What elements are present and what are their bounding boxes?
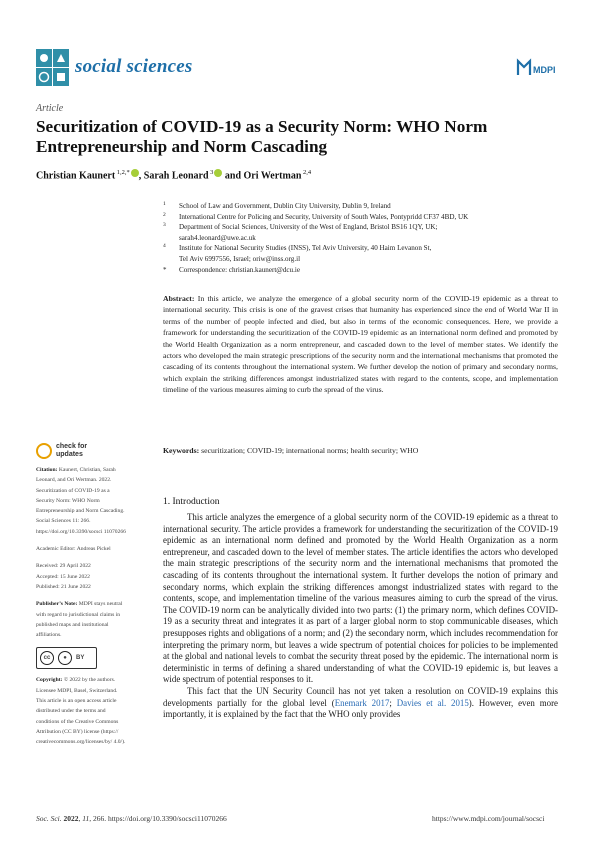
footer-journal-url[interactable]: https://www.mdpi.com/journal/socsci [432, 814, 545, 823]
affiliation-text: Institute for National Security Studies (INSS), Tel Aviv University, 40 Haim Levanon St, [179, 244, 432, 253]
check-updates-line2: updates [56, 451, 83, 458]
footer-volume: 11 [82, 814, 90, 823]
author-name[interactable]: Sarah Leonard [143, 170, 209, 182]
orcid-icon[interactable] [131, 169, 139, 177]
affiliation-item [163, 243, 558, 264]
keywords-label: Keywords: [163, 446, 200, 455]
article-title: Securitization of COVID-19 as a Security Norm: WHO Norm Entrepreneurship and Norm Cascading [36, 117, 488, 156]
affiliation-item [163, 222, 558, 243]
publisher-note-label: Publisher’s Note: [36, 601, 78, 608]
correspondence-text[interactable]: Correspondence: christian.kaunert@dcu.ie [179, 265, 300, 274]
publisher-note [36, 599, 128, 640]
footer-citation: Soc. Sci. 2022, 11, 266. https://doi.org/10.3390/socsci11070266 [36, 814, 227, 823]
copyright-label: Copyright: [36, 677, 63, 684]
affiliation-number: 2 [163, 211, 166, 218]
citation-text: Kaunert, Christian, Sarah Leonard, and Ori Wertman. 2022. Securitization of COVID-19 as a Security Norm: WHO Norm Entrepreneurship and Norm Cascading. Social Sciences 11: 266. https://doi.org/10.3390/socsci 11070266 [36, 467, 126, 535]
check-updates-line1: check for [56, 443, 88, 450]
author-list: Christian Kaunert $^{1,2,*}$ , Sarah Leonard $^3$ and Ori Wertman $^{2,4}$ [36, 169, 312, 182]
affiliation-item [163, 201, 558, 212]
journal-logo [36, 49, 70, 87]
svg-text:MDPI: MDPI [533, 65, 556, 75]
affiliation-number: 4 [163, 243, 166, 250]
cc-icon: cc [40, 651, 54, 665]
check-for-updates-button[interactable] [36, 443, 106, 461]
affiliation-number: 3 [163, 222, 166, 229]
published-date: Published: 21 June 2022 [36, 583, 91, 590]
cc-by-license-badge[interactable] [36, 647, 97, 669]
mdpi-logo [516, 57, 556, 79]
citation-label: Citation: [36, 467, 58, 473]
affiliation-item [163, 212, 558, 223]
affiliation-email[interactable]: Tel Aviv 6997556, Israel; oriw@inss.org.il [179, 254, 301, 263]
section-heading: 1. Introduction [163, 497, 220, 507]
keywords-text: securitization; COVID-19; international norms; health security; WHO [201, 446, 419, 455]
footer-doi[interactable]: , 266. https://doi.org/10.3390/socsci11070266 [89, 814, 227, 823]
affiliation-email[interactable]: sarah4.leonard@uwe.ac.uk [179, 233, 256, 242]
body-text [163, 512, 558, 721]
keywords [163, 446, 558, 455]
affiliations [163, 201, 558, 275]
paragraph: This article analyzes the emergence of a global security norm of the COVID-19 epidemic as a threat to international security. The article provides a framework for understanding the securitization of the COVID-19 epidemic as an international norm defined and promoted by the World Health Organization as a norm entrepreneur, and cascaded down to the level of member states. The article identifies the actors who developed the main strategic prescriptions of the security norm and the international mechanisms that promoted the cascading of its contents throughout the international system. It further develops the notion of primary and secondary norms, which explain the striking differences amongst industrialized states with regard to the contents, scope, and implementation timeline of the various measures aiming to curb the spread of the virus. The COVID-19 norm can be analytically divided into two parts: (1) the primary norm, which defines COVID-19 as a security threat and integrates it as part of a larger global norm to stop communicable diseases, which presupposes rights and obligations of a norm; and (2) the secondary norm, which includes recommendation for interpreting the primary norm, but leaves a wide spectrum of potential choices for policies to be implemented at the global and national levels to combat the security threat posed by the epidemic. The international norm is deterministic in terms of defining a shared understanding of what the COVID-19 epidemic is, but leaves a wide spectrum of potential responses to it. [163, 512, 558, 685]
paragraph: This fact that the UN Security Council has not yet taken a resolution on COVID-19 explains this developments partially for the global level (Enemark 2017; Davies et al. 2015). However, even more importantly, it is explained by the fact that the WHO only provides [163, 685, 558, 720]
footer-year: 2022 [63, 814, 79, 823]
copyright-text: © 2022 by the authors. Licensee MDPI, Basel, Switzerland. This article is an open access article distributed under the terms and conditions of the Creative Commons Attribution (CC BY) license (https:// creativecommons.org/licenses/by/ 4.0/). [36, 677, 126, 746]
author-affiliation-marks: 1,2,* [115, 169, 130, 176]
author-affiliation-marks: 3 [208, 169, 214, 176]
attribution-icon: ● [58, 651, 72, 665]
affiliation-text: International Centre for Policing and Security, University of South Wales, Pontypridd CF37 4BD, UK [179, 212, 469, 221]
article-sidebar [36, 465, 128, 748]
check-updates-icon [36, 443, 52, 459]
academic-editor: Academic Editor: Andreas Pickel [36, 546, 111, 553]
publisher-note-text: MDPI stays neutral with regard to jurisdictional claims in published maps and institutional affiliations. [36, 601, 123, 639]
citation-link[interactable]: Enemark 2017 [334, 697, 390, 708]
footer-journal: Soc. Sci. [36, 814, 62, 823]
author-affiliation-marks: 2,4 [301, 169, 312, 176]
abstract-text: In this article, we analyze the emergence of a global security norm of the COVID-19 epidemic as a threat to international security. This crisis is one of the gravest crises that humanity has experienced since the end of World War II in terms of the number of people infected and died, but also in terms of the economic consequences. Here, we provide a framework for understanding the securitization of the COVID-19 epidemic as an international norm defined and promoted by the World Health Organization as a norm entrepreneur, and cascaded down to the level of member states. We identify the actors who developed the main strategic prescriptions of the security norm and the international mechanisms that promoted the cascading of its contents throughout the international system. We further develop the notion of primary and secondary norms, which explain the striking differences amongst industrialized states with regard to the contents, scope, and implementation timeline of the various measures aiming to curb the spread of the virus. [163, 294, 558, 395]
correspondence [163, 265, 558, 276]
accepted-date: Accepted: 15 June 2022 [36, 573, 90, 580]
citation-block [36, 465, 128, 537]
affiliation-number: 1 [163, 201, 166, 207]
article-type: Article [36, 103, 64, 114]
by-label: BY [76, 655, 85, 662]
author-name[interactable]: Christian Kaunert [36, 170, 116, 182]
orcid-icon[interactable] [214, 169, 222, 177]
received-date: Received: 29 April 2022 [36, 563, 91, 570]
affiliation-text: Department of Social Sciences, University of the West of England, Bristol BS16 1QY, UK; [179, 223, 438, 232]
correspondence-mark: * [163, 265, 167, 274]
abstract-label: Abstract: [163, 294, 195, 303]
journal-name: social sciences [75, 56, 193, 77]
abstract [163, 293, 558, 396]
affiliation-text: School of Law and Government, Dublin City University, Dublin 9, Ireland [179, 202, 391, 210]
author-name[interactable]: Ori Wertman [243, 170, 302, 182]
citation-link[interactable]: Davies et al. 2015 [396, 697, 469, 708]
copyright-block [36, 675, 128, 747]
